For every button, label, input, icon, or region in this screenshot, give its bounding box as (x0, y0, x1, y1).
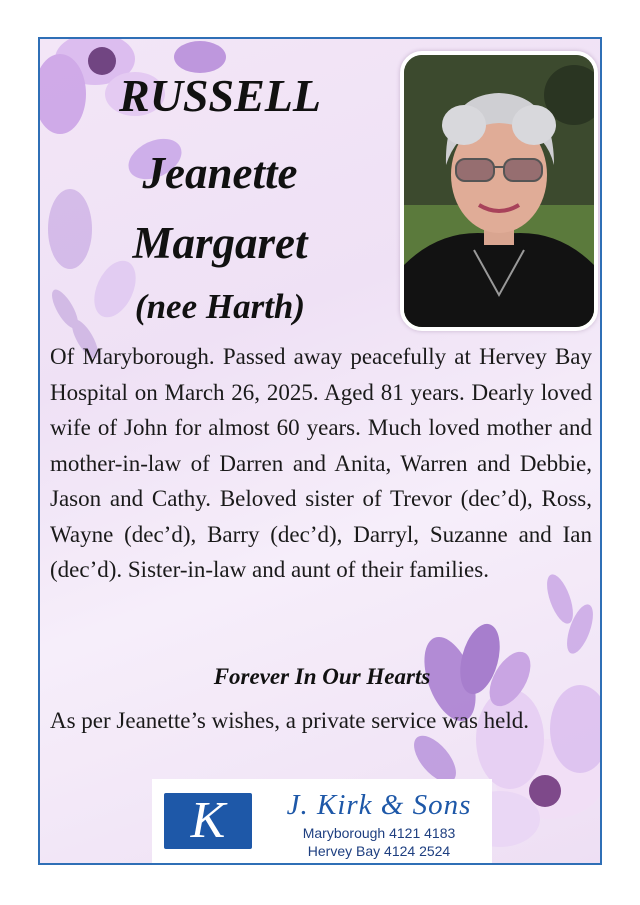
middle-name: Margaret (132, 218, 308, 268)
tagline: Forever In Our Hearts (213, 664, 431, 689)
monogram-logo (164, 793, 252, 849)
phone-maryborough: Maryborough 4121 4183 (302, 825, 456, 841)
obituary-text: Of Maryborough. Passed away peacefully at Hervey Bay Hospital on March 26, 2025. Aged 81 years. Dearly loved wife of John for almost 60 years. Much loved mother and mother-in-law of Darren and Anita, Warren and Debbie, Jason and Cathy. Beloved sister of Trevor (dec’d), Ross, Wayne (dec’d), Barry (dec’d), Darryl, Suzanne and Ian (dec’d). Sister-in-law and aunt of their families. (50, 344, 592, 582)
portrait-photo (400, 51, 598, 331)
funeral-director-name: J. Kirk & Sons (286, 789, 472, 821)
death-notice-card (38, 37, 602, 865)
maiden-name: (nee Harth) (134, 287, 306, 326)
surname: RUSSELL (119, 70, 321, 121)
funeral-director-logo (152, 779, 492, 863)
portrait-illustration (404, 55, 594, 327)
service-note: As per Jeanette’s wishes, a private service was held. (50, 708, 530, 733)
first-name: Jeanette (142, 148, 298, 198)
monogram-letter: K (190, 792, 226, 849)
phone-hervey-bay: Hervey Bay 4124 2524 (307, 843, 451, 859)
